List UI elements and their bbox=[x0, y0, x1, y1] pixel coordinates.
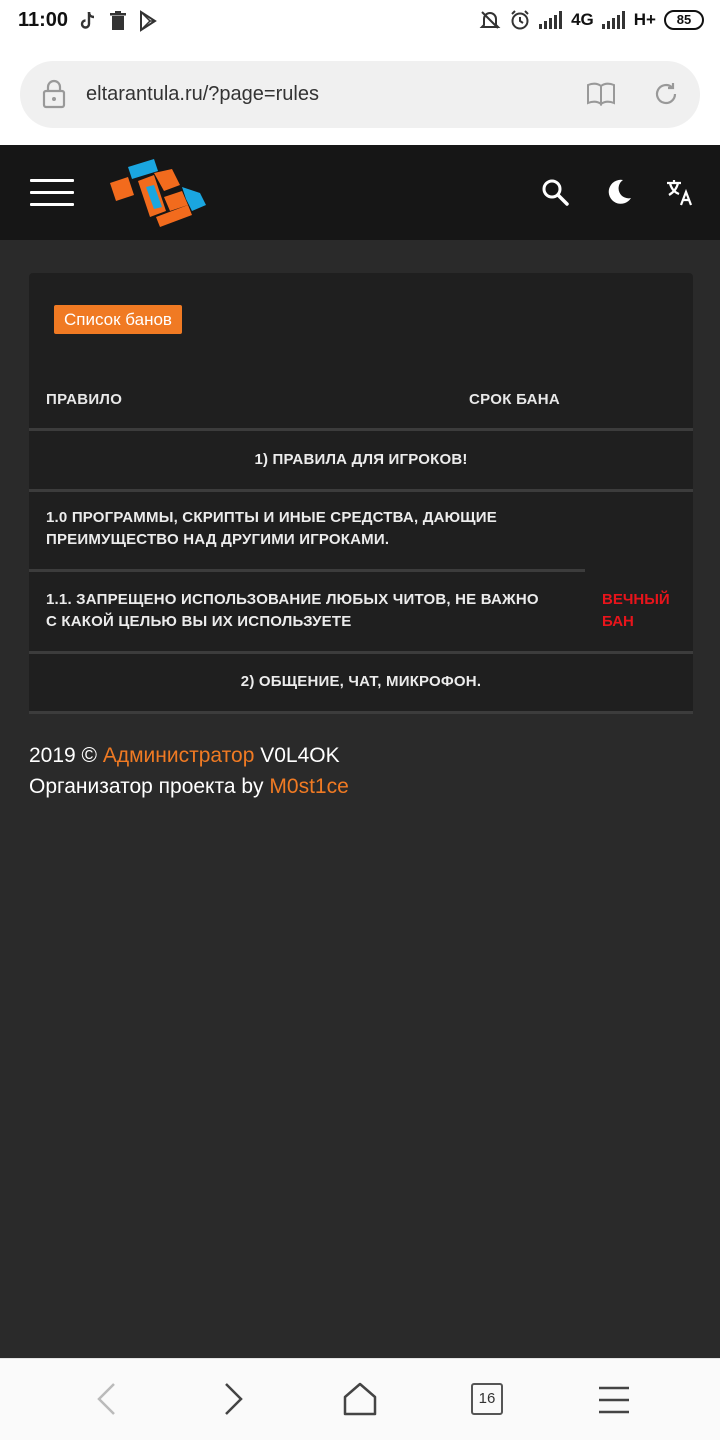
row-divider bbox=[29, 489, 693, 492]
status-bar bbox=[0, 0, 720, 44]
back-icon[interactable] bbox=[94, 1381, 118, 1417]
network-type-1: 4G bbox=[571, 10, 594, 29]
organizer-link[interactable]: M0st1ce bbox=[269, 775, 349, 798]
lock-icon bbox=[42, 79, 66, 109]
row-divider bbox=[29, 651, 693, 654]
footer-line-2: Организатор проекта by M0st1ce bbox=[29, 775, 349, 798]
site-footer bbox=[29, 740, 349, 802]
play-store-icon bbox=[138, 10, 158, 32]
ban-list-card bbox=[29, 273, 693, 714]
rule-1-1: 1.1. ЗАПРЕЩЕНО ИСПОЛЬЗОВАНИЕ ЛЮБЫХ ЧИТОВ, НЕ ВАЖНО С КАКОЙ ЦЕЛЬЮ ВЫ ИХ ИСПОЛЬЗУЕТЕ bbox=[46, 591, 539, 630]
section-title-chat: 2) ОБЩЕНИЕ, ЧАТ, МИКРОФОН. bbox=[240, 673, 482, 690]
dark-mode-icon[interactable] bbox=[605, 178, 633, 206]
menu-icon[interactable] bbox=[30, 179, 74, 207]
footer-line-1: 2019 © Администратор V0L4OK bbox=[29, 744, 340, 767]
section-title-players: 1) ПРАВИЛА ДЛЯ ИГРОКОВ! bbox=[254, 451, 468, 468]
admin-link[interactable]: Администратор bbox=[102, 744, 255, 767]
tabs-button[interactable] bbox=[471, 1383, 503, 1415]
site-header bbox=[0, 145, 720, 240]
reload-icon[interactable] bbox=[652, 80, 680, 108]
signal-icon bbox=[539, 11, 563, 29]
search-icon[interactable] bbox=[541, 178, 569, 206]
status-time: 11:00 bbox=[18, 9, 69, 31]
forward-icon[interactable] bbox=[222, 1381, 246, 1417]
signal-icon-2 bbox=[602, 11, 626, 29]
browser-bottom-nav bbox=[0, 1358, 720, 1440]
status-right-icons bbox=[479, 9, 704, 31]
muted-bell-icon bbox=[479, 9, 501, 31]
ban-term-permanent: ВЕЧНЫЙ БАН bbox=[602, 591, 670, 630]
rule-1-0: 1.0 ПРОГРАММЫ, СКРИПТЫ И ИНЫЕ СРЕДСТВА, ДАЮЩИЕ ПРЕИМУЩЕСТВО НАД ДРУГИМИ ИГРОКАМИ. bbox=[46, 509, 497, 548]
column-header-rule: ПРАВИЛО bbox=[46, 391, 123, 408]
tabs-count: 16 bbox=[471, 1383, 503, 1415]
status-left-icons bbox=[78, 10, 158, 32]
ban-list-badge[interactable]: Список банов bbox=[54, 305, 182, 334]
home-icon[interactable] bbox=[342, 1381, 378, 1417]
column-header-term: СРОК БАНА bbox=[469, 391, 561, 408]
row-divider bbox=[29, 428, 693, 431]
row-divider bbox=[29, 569, 585, 572]
address-bar[interactable] bbox=[20, 61, 700, 128]
translate-icon[interactable] bbox=[665, 177, 695, 207]
url-text[interactable]: eltarantula.ru/?page=rules bbox=[86, 83, 319, 105]
row-divider bbox=[29, 711, 693, 714]
battery-level: 85 bbox=[664, 10, 704, 30]
trash-icon bbox=[108, 10, 128, 32]
alarm-icon bbox=[509, 9, 531, 31]
menu-lines-icon[interactable] bbox=[598, 1385, 630, 1415]
reader-mode-icon[interactable] bbox=[586, 81, 616, 107]
site-logo[interactable] bbox=[108, 157, 208, 229]
browser-toolbar bbox=[0, 44, 720, 145]
network-type-2: H+ bbox=[633, 10, 656, 29]
tiktok-icon bbox=[78, 10, 98, 32]
